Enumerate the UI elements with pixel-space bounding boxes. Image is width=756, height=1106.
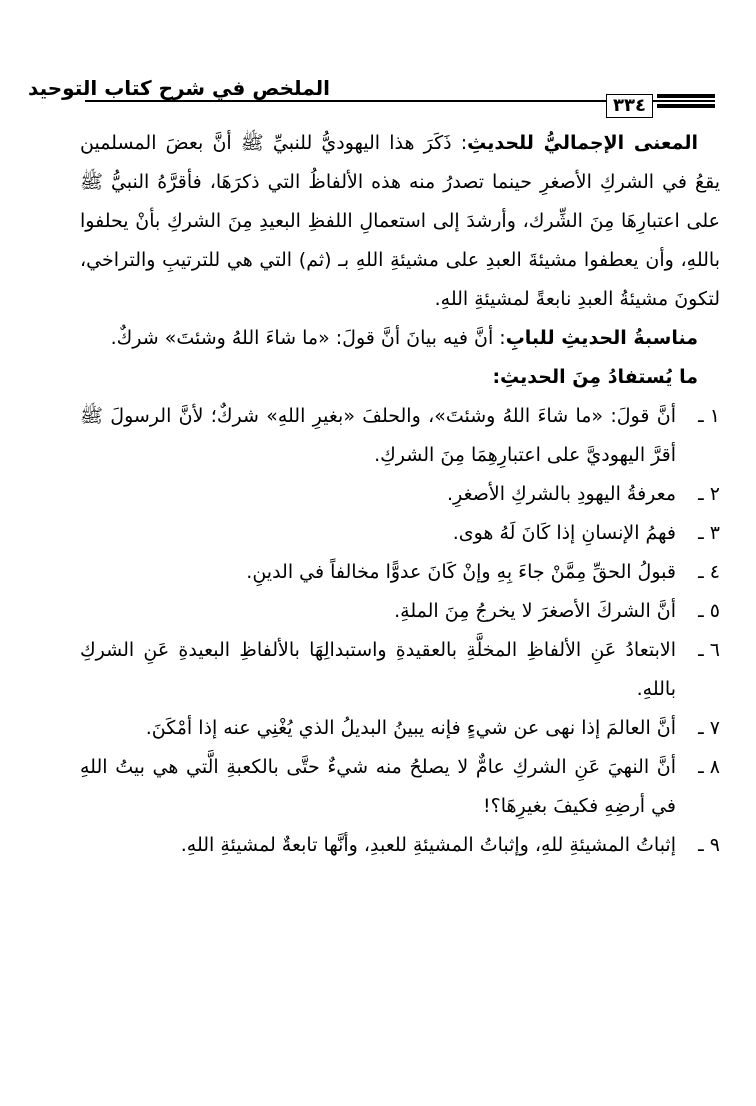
item-number: ١ ـ (698, 405, 720, 427)
list-item (80, 592, 720, 631)
list-item (80, 709, 720, 748)
item-number: ٥ ـ (698, 600, 720, 622)
list-item (80, 397, 720, 475)
header-rule-accent-top (657, 94, 715, 98)
item-number: ٢ ـ (698, 483, 720, 505)
list-item (80, 826, 720, 865)
page-number: ٣٣٤ (606, 94, 653, 118)
list-item (80, 631, 720, 709)
item-number: ٩ ـ (698, 834, 720, 856)
relevance-label: مناسبةُ الحديثِ للبابِ (505, 327, 698, 349)
relevance-text: : أنَّ فيه بيانَ أنَّ قولَ: «ما شاءَ اللهُ وشئتَ» شركٌ. (110, 327, 506, 349)
item-text: فهمُ الإنسانِ إذا كَانَ لَهُ هوى. (452, 522, 676, 544)
overall-meaning-label: المعنى الإجماليُّ للحديثِ (467, 132, 698, 154)
item-text: إثباتُ المشيئةِ للهِ، وإثباتُ المشيئةِ للعبدِ، وأنَّها تابعةٌ لمشيئةِ اللهِ. (180, 834, 676, 856)
relevance-paragraph (80, 319, 720, 358)
overall-meaning-text: : ذَكَرَ هذا اليهوديُّ للنبيِّ ﷺ أنَّ بعضَ المسلمين يقعُ في الشركِ الأصغرِ حينما تصدرُ منه هذه الألفاظُ التي ذكرَهَا، فأقرَّهُ النبيُّ ﷺ على اعتبارِهَا مِنَ الشِّرك، وأرشدَ إلى استعمالِ اللفظِ البعيدِ مِنَ الشركِ بأنْ يحلفوا باللهِ، وأن يعطفوا مشيئةَ العبدِ على مشيئةِ اللهِ بـ (ثم) التي هي للترتيبِ والتراخي، لتكونَ مشيئةُ العبدِ نابعةً لمشيئةِ اللهِ. (80, 132, 720, 310)
running-title: الملخص في شرح كتاب التوحيد (28, 76, 330, 100)
list-item (80, 514, 720, 553)
header-rule-accent-bottom (657, 104, 715, 108)
list-item (80, 475, 720, 514)
item-text: قبولُ الحقِّ مِمَّنْ جاءَ بِهِ وإنْ كَانَ عدوًّا مخالفاً في الدينِ. (246, 561, 676, 583)
item-number: ٣ ـ (698, 522, 720, 544)
page-header (28, 70, 715, 118)
list-item (80, 748, 720, 826)
item-number: ٦ ـ (698, 639, 720, 661)
page-content (80, 124, 720, 865)
item-text: معرفةُ اليهودِ بالشركِ الأصغرِ. (447, 483, 676, 505)
benefits-list (80, 397, 720, 865)
item-text: أنَّ النهيَ عَنِ الشركِ عامٌّ لا يصلحُ منه شيءٌ حتَّى بالكعبةِ الَّتي هي بيتُ اللهِ في أرضِهِ فكيفَ بغيرِهَا؟! (80, 756, 676, 817)
item-text: أنَّ الشركَ الأصغرَ لا يخرجُ مِنَ الملةِ. (394, 600, 676, 622)
item-text: أنَّ قولَ: «ما شاءَ اللهُ وشئتَ»، والحلفَ «بغيرِ اللهِ» شركٌ؛ لأنَّ الرسولَ ﷺ أقرَّ اليهوديَّ على اعتبارِهِمَا مِنَ الشركِ. (80, 405, 676, 466)
overall-meaning-paragraph (80, 124, 720, 319)
item-text: أنَّ العالمَ إذا نهى عن شيءٍ فإنه يبينُ البديلُ الذي يُغْنِي عنه إذا أمْكَنَ. (145, 717, 676, 739)
item-text: الابتعادُ عَنِ الألفاظِ المخلَّةِ بالعقيدةِ واستبدالِهَا بالألفاظِ البعيدةِ عَنِ الشركِ باللهِ. (80, 639, 676, 700)
benefits-heading: ما يُستفادُ مِنَ الحديثِ: (492, 366, 698, 388)
list-item (80, 553, 720, 592)
item-number: ٤ ـ (698, 561, 720, 583)
item-number: ٨ ـ (698, 756, 720, 778)
item-number: ٧ ـ (698, 717, 720, 739)
